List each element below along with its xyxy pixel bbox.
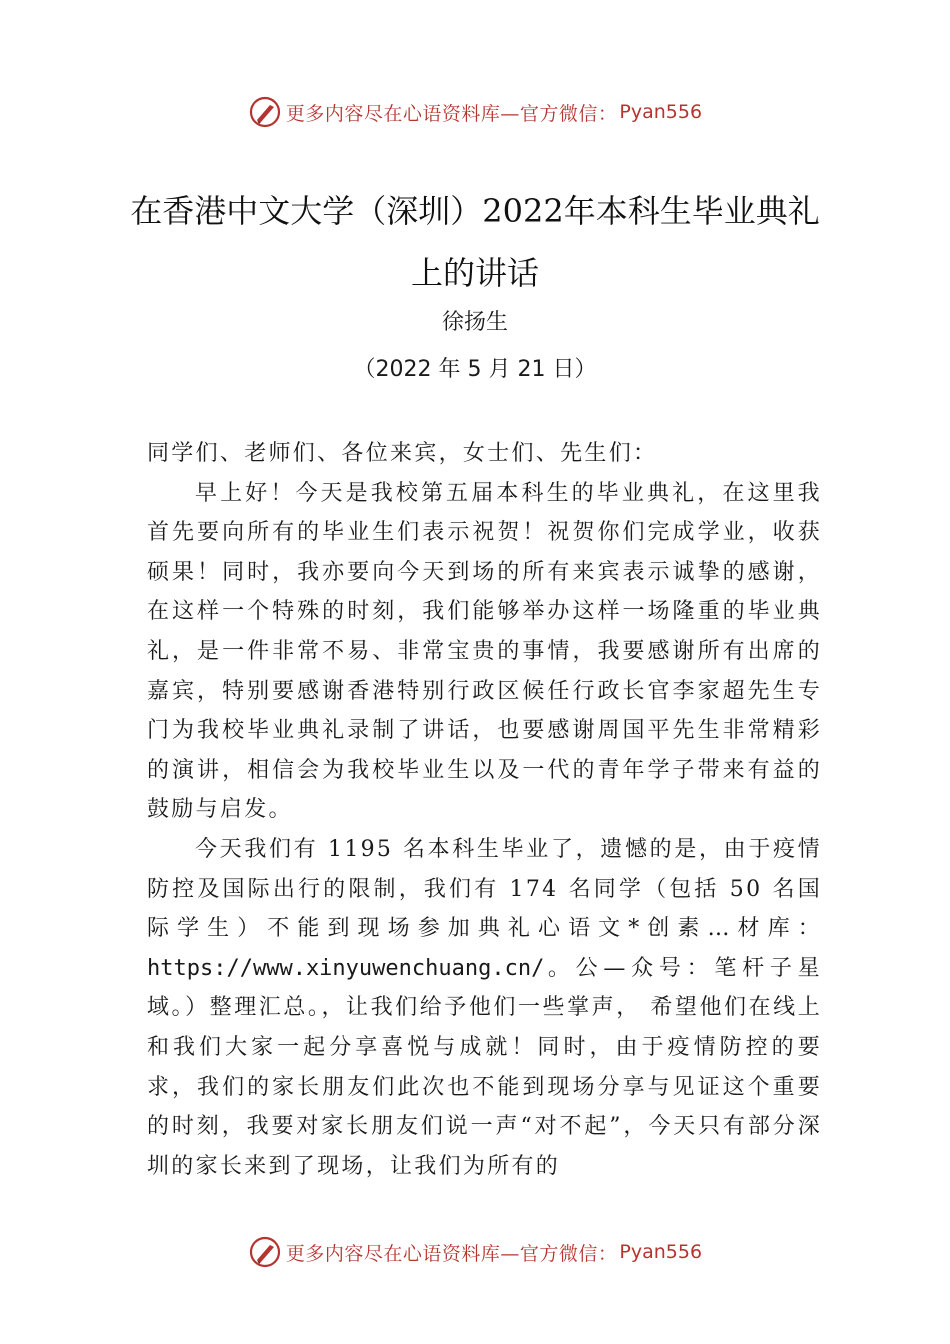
paragraph-1: 早上好！今天是我校第五届本科生的毕业典礼，在这里我首先要向所有的毕业生们表示祝贺！祝贺你们完成学业，收获硕果！同时，我亦要向今天到场的所有来宾表示诚挚的感谢，在这样一个特殊的时刻，我们能够举办这样一场隆重的毕业典礼，是一件非常不易、非常宝贵的事情，我要感谢所有出席的嘉宾，特别要感谢香港特别行政区候任行政长官李家超先生专门为我校毕业典礼录制了讲话，也要感谢周国平先生非常精彩的演讲，相信会为我校毕业生以及一代的青年学子带来有益的鼓励与启发。 (147, 480, 822, 823)
source-url-link[interactable]: https://www.xinyuwenchuang.cn/ (147, 955, 545, 981)
author-name: 徐扬生 (441, 310, 508, 335)
banner-text: 更多内容尽在心语资料库—官方微信： (285, 102, 618, 125)
pen-logo-icon (248, 1235, 282, 1269)
footer-banner (0, 1235, 950, 1269)
paragraph-2-text-a: 今天我们有 1195 名本科生毕业了，遗憾的是，由于疫情防控及国际出行的限制，我们有 174 名同学（包括 50 名国际学生）不能到现场参加典礼心语文*创素…材库： (147, 836, 822, 942)
banner-wechat-id: Pyan556 (619, 1241, 703, 1263)
banner-text: 更多内容尽在心语资料库—官方微信： (285, 1242, 618, 1265)
paragraph-2-text-b: 。公—众号：笔杆子星域。）整理汇总。，让我们给予他们一些掌声， 希望他们在线上和我们大家一起分享喜悦与成就！同时，由于疫情防控的要求，我们的家长朋友们此次也不能到现场分享与见证这个重要的时刻，我要对家长朋友们说一声“对不起”，今天只有部分深圳的家长来到了现场，让我们为所有的 (147, 955, 822, 1179)
document-title: 在香港中文大学（深圳）2022年本科生毕业典礼上的讲话 (130, 192, 820, 292)
pen-logo-icon (248, 95, 282, 129)
document-body (147, 434, 822, 1186)
paragraph-2 (147, 830, 822, 1186)
greeting-line: 同学们、老师们、各位来宾，女士们、先生们： (147, 441, 658, 466)
header-banner (0, 95, 950, 129)
banner-wechat-id: Pyan556 (619, 101, 703, 123)
speech-date: （2022 年 5 月 21 日） (353, 357, 597, 382)
